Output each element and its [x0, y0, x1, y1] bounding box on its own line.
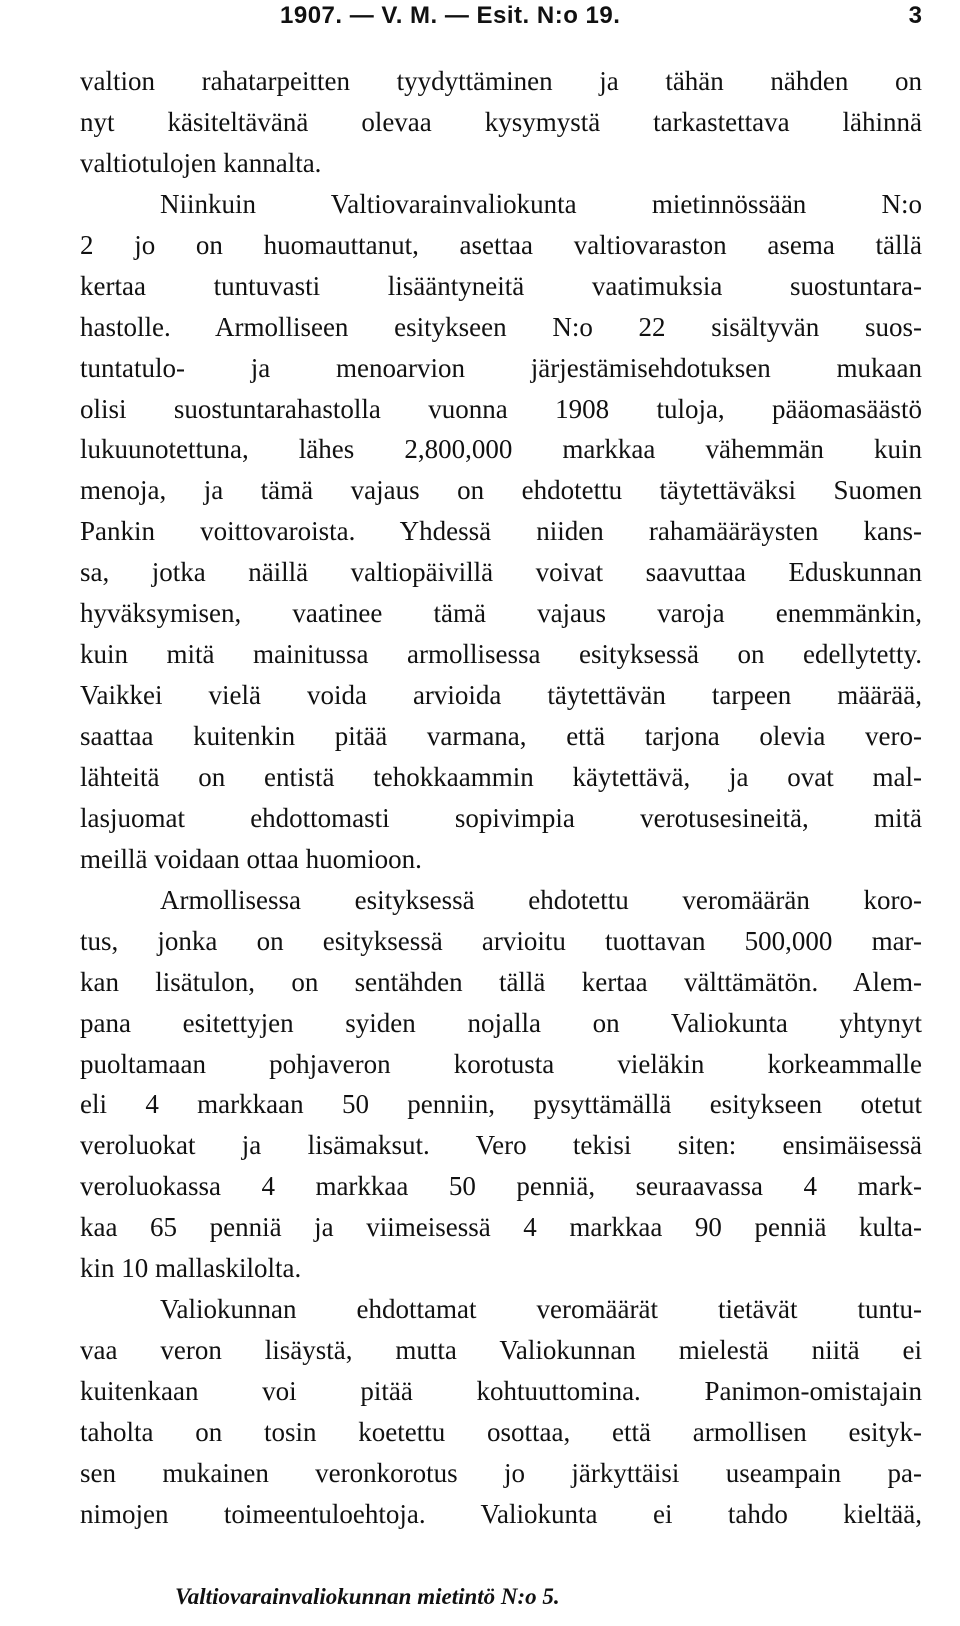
text-line: hastolle. Armolliseen esitykseen N:o 22 sisältyvän suos-	[80, 311, 922, 342]
text-line: 2 jo on huomauttanut, asettaa valtiovaraston asema tällä	[80, 229, 922, 260]
text-line: taholta on tosin koetettu osottaa, että armollisen esityk-	[80, 1416, 922, 1447]
text-line: sa, jotka näillä valtiopäivillä voivat saavuttaa Eduskunnan	[80, 557, 922, 588]
text-line: valtion rahatarpeitten tyydyttäminen ja tähän nähden on	[80, 66, 922, 96]
text-line: lasjuomat ehdottomasti sopivimpia verotusesineitä, mitä	[80, 802, 922, 833]
body-text	[80, 61, 922, 1535]
text-line: kertaa tuntuvasti lisääntyneitä vaatimuksia suostuntara-	[80, 270, 922, 301]
text-line: hyväksymisen, vaatinee tämä vajaus varoja enemmänkin,	[80, 598, 922, 629]
text-line: sen mukainen veronkorotus jo järkyttäisi useampain pa-	[80, 1457, 922, 1488]
running-header	[80, 2, 922, 38]
text-line: puoltamaan pohjaveron korotusta vieläkin korkeammalle	[80, 1048, 922, 1079]
text-line: eli 4 markkaan 50 penniin, pysyttämällä esitykseen otetut	[80, 1089, 922, 1120]
text-line: pana esitettyjen syiden nojalla on Valiokunta yhtynyt	[80, 1007, 922, 1038]
text-line: Pankin voittovaroista. Yhdessä niiden rahamääräysten kans-	[80, 516, 922, 547]
text-line: menoja, ja tämä vajaus on ehdotettu täytettäväksi Suomen	[80, 475, 922, 506]
text-line: tuntatulo- ja menoarvion järjestämisehdotuksen mukaan	[80, 352, 922, 383]
text-line: olisi suostuntarahastolla vuonna 1908 tuloja, pääomasäästö	[80, 393, 922, 424]
text-line: meillä voidaan ottaa huomioon.	[80, 843, 422, 874]
page-number: 3	[908, 2, 922, 29]
text-line: kuin mitä mainitussa armollisessa esityksessä on edellytetty.	[80, 639, 922, 670]
text-line: kan lisätulon, on sentähden tällä kertaa välttämätön. Alem-	[80, 966, 922, 997]
text-line: lukuunotettuna, lähes 2,800,000 markkaa vähemmän kuin	[80, 434, 922, 465]
header-title: 1907. — V. M. — Esit. N:o 19.	[280, 2, 621, 29]
text-line: kin 10 mallaskilolta.	[80, 1253, 302, 1284]
text-line: vaa veron lisäystä, mutta Valiokunnan mielestä niitä ei	[80, 1335, 922, 1366]
text-line: kuitenkaan voi pitää kohtuuttomina. Panimon-omistajain	[80, 1376, 922, 1406]
text-line: Vaikkei vielä voida arvioida täytettävän tarpeen määrää,	[80, 680, 922, 711]
text-line: tus, jonka on esityksessä arvioitu tuottavan 500,000 mar-	[80, 925, 922, 956]
text-line: valtiotulojen kannalta.	[80, 147, 322, 178]
text-line: nyt käsiteltävänä olevaa kysymystä tarkastettava lähinnä	[80, 106, 922, 137]
text-line: Armollisessa esityksessä ehdotettu veromäärän koro-	[160, 884, 922, 915]
text-line: veroluokassa 4 markkaa 50 penniä, seuraavassa 4 mark-	[80, 1171, 922, 1202]
text-line: Niinkuin Valtiovarainvaliokunta mietinnössään N:o	[160, 188, 922, 219]
page-footer: Valtiovarainvaliokunnan mietintö N:o 5.	[175, 1584, 560, 1609]
text-line: veroluokat ja lisämaksut. Vero tekisi siten: ensimäisessä	[80, 1130, 922, 1161]
text-line: Valiokunnan ehdottamat veromäärät tietävät tuntu-	[160, 1294, 922, 1325]
text-line: saattaa kuitenkin pitää varmana, että tarjona olevia vero-	[80, 721, 922, 751]
text-line: nimojen toimeentuloehtoja. Valiokunta ei tahdo kieltää,	[80, 1498, 922, 1529]
text-line: kaa 65 penniä ja viimeisessä 4 markkaa 90 penniä kulta-	[80, 1212, 922, 1243]
text-line: lähteitä on entistä tehokkaammin käytettävä, ja ovat mal-	[80, 761, 922, 792]
